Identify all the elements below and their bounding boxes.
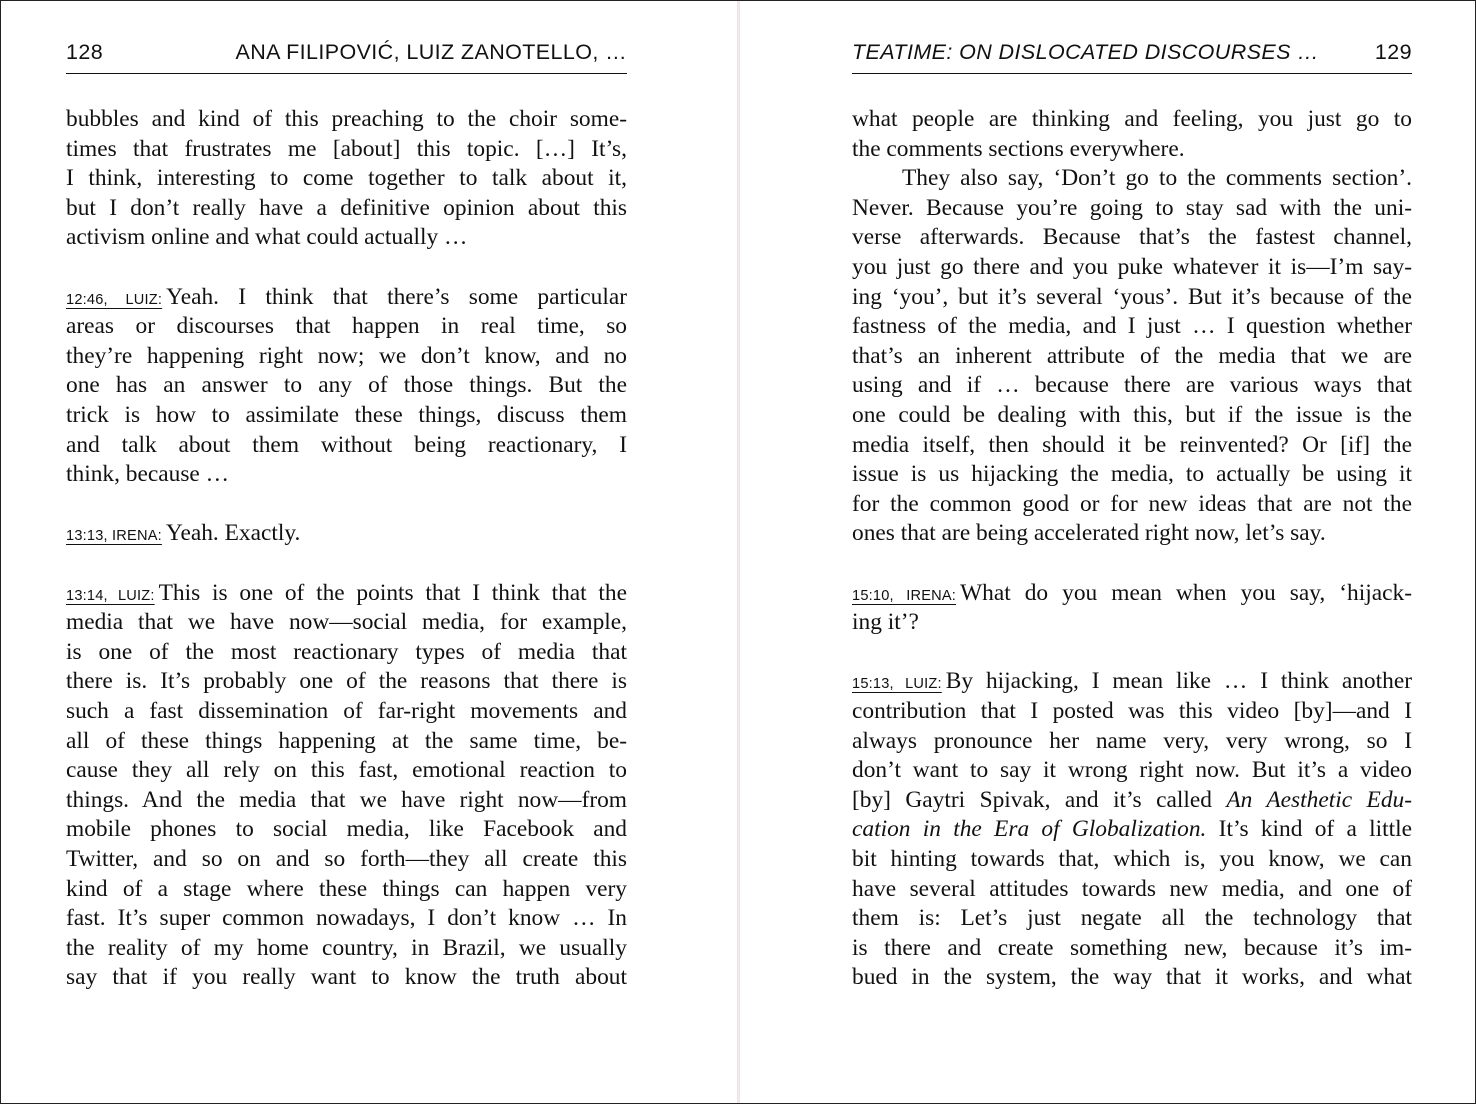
text-line bbox=[66, 904, 627, 934]
text-line bbox=[66, 164, 627, 194]
line-text: is there and create something new, because it’s im- bbox=[852, 934, 1412, 961]
text-line bbox=[852, 786, 1412, 816]
line-text: areas or discourses that happen in real time, so bbox=[66, 313, 627, 340]
line-text: what people are thinking and feeling, you just go to bbox=[852, 106, 1412, 132]
speaker-timestamp-label: 15:13, LUIZ: bbox=[852, 676, 942, 693]
text-line bbox=[66, 638, 627, 668]
line-text: verse afterwards. Because that’s the fastest channel, bbox=[852, 224, 1412, 251]
text-line bbox=[66, 667, 627, 697]
line-text: you just go there and you puke whatever it is—I’m say- bbox=[852, 254, 1412, 280]
running-head: ANA FILIPOVIĆ, LUIZ ZANOTELLO, … bbox=[235, 40, 627, 64]
text-line bbox=[852, 934, 1412, 964]
text-line bbox=[66, 431, 627, 461]
line-text: fastness of the media, and I just … I question whether bbox=[852, 313, 1412, 340]
italic-title-text: cation in the Era of Globalization. bbox=[852, 816, 1207, 843]
text-line bbox=[66, 963, 627, 993]
text-line bbox=[852, 431, 1412, 461]
dialogue-turn-line bbox=[66, 519, 627, 549]
line-text: ones that are being accelerated right now, let’s say. bbox=[852, 520, 1326, 547]
text-line bbox=[66, 135, 627, 165]
text-line bbox=[852, 105, 1412, 135]
line-text: always pronounce her name very, very wrong, so I bbox=[852, 727, 1412, 754]
text-line bbox=[852, 135, 1412, 165]
line-text: contribution that I posted was this video [by]—and I bbox=[852, 698, 1412, 724]
text-line bbox=[852, 460, 1412, 490]
text-line bbox=[66, 786, 627, 816]
line-text: Twitter, and so on and so forth—they all create this bbox=[66, 846, 627, 872]
line-text: one has an answer to any of those things. But the bbox=[66, 372, 627, 399]
text-line bbox=[66, 815, 627, 845]
text-line bbox=[852, 608, 1412, 638]
right-running-header bbox=[852, 37, 1412, 74]
line-text: By hijacking, I mean like … I think another bbox=[945, 668, 1412, 695]
page-number: 129 bbox=[1374, 40, 1412, 64]
line-text: kind of a stage where these things can happen very bbox=[66, 875, 627, 902]
text-line bbox=[852, 342, 1412, 372]
text-line bbox=[66, 727, 627, 757]
line-text: but I don’t really have a definitive opinion about this bbox=[66, 194, 627, 221]
line-text: things. And the media that we have right now—from bbox=[66, 786, 627, 813]
text-line bbox=[852, 401, 1412, 431]
text-line bbox=[852, 371, 1412, 401]
book-gutter bbox=[737, 1, 740, 1103]
line-text: they’re happening right now; we don’t know, and no bbox=[66, 342, 627, 369]
text-line bbox=[66, 312, 627, 342]
text-line bbox=[852, 756, 1412, 786]
line-text: Yeah. I think that there’s some particular bbox=[166, 283, 627, 310]
text-line bbox=[66, 401, 627, 431]
line-text: is one of the most reactionary types of media that bbox=[66, 638, 627, 665]
line-text: What do you mean when you say, ‘hijack- bbox=[960, 579, 1412, 606]
text-line bbox=[852, 164, 1412, 194]
line-text: using and if … because there are various ways that bbox=[852, 372, 1412, 399]
line-text: media itself, then should it be reinvented? Or [if] the bbox=[852, 431, 1412, 458]
speaker-timestamp-label: 12:46, LUIZ: bbox=[66, 291, 163, 308]
text-line bbox=[66, 460, 627, 490]
page-number: 128 bbox=[66, 40, 104, 64]
dialogue-turn-line bbox=[852, 579, 1412, 609]
left-page bbox=[66, 1, 627, 1103]
line-text: say that if you really want to know the truth about bbox=[66, 964, 627, 991]
line-text: mobile phones to social media, like Facebook and bbox=[66, 816, 627, 843]
line-text: one could be dealing with this, but if the issue is the bbox=[852, 402, 1412, 428]
line-text: think, because … bbox=[66, 461, 230, 488]
line-text: that’s an inherent attribute of the media that we are bbox=[852, 342, 1412, 369]
text-line bbox=[852, 904, 1412, 934]
text-line bbox=[852, 727, 1412, 757]
line-text: Never. Because you’re going to stay sad with the uni- bbox=[852, 194, 1412, 221]
line-text: bit hinting towards that, which is, you know, we can bbox=[852, 846, 1412, 872]
line-text: bued in the system, the way that it works, and what bbox=[852, 964, 1412, 991]
line-text: media that we have now—social media, for example, bbox=[66, 609, 627, 636]
line-text: all of these things happening at the same time, be- bbox=[66, 727, 627, 754]
text-line bbox=[66, 934, 627, 964]
line-text: ing it’? bbox=[852, 609, 919, 636]
text-line bbox=[66, 342, 627, 372]
text-line bbox=[852, 815, 1412, 845]
left-running-header bbox=[66, 37, 627, 74]
line-text: don’t want to say it wrong right now. But it’s a video bbox=[852, 757, 1412, 784]
text-line bbox=[66, 371, 627, 401]
dialogue-turn-line bbox=[66, 283, 627, 313]
speaker-timestamp-label: 13:13, IRENA: bbox=[66, 528, 162, 545]
text-line bbox=[852, 963, 1412, 993]
text-line bbox=[852, 697, 1412, 727]
line-text: I think, interesting to come together to talk about it, bbox=[66, 165, 627, 192]
text-line bbox=[852, 490, 1412, 520]
line-text: the comments sections everywhere. bbox=[852, 135, 1185, 162]
line-text: the reality of my home country, in Brazil, we usually bbox=[66, 934, 627, 961]
line-text: and talk about them without being reactionary, I bbox=[66, 431, 627, 458]
text-line bbox=[66, 845, 627, 875]
running-head: TEATIME: ON DISLOCATED DISCOURSES … bbox=[852, 40, 1320, 64]
line-text: bubbles and kind of this preaching to the choir some- bbox=[66, 106, 627, 132]
line-text: [by] Gaytri Spivak, and it’s called bbox=[852, 786, 1227, 813]
dialogue-turn-line bbox=[66, 579, 627, 609]
line-text: issue is us hijacking the media, to actually be using it bbox=[852, 461, 1412, 488]
right-page bbox=[852, 1, 1412, 1103]
line-text: They also say, ‘Don’t go to the comments section’. bbox=[902, 165, 1412, 192]
text-line bbox=[852, 845, 1412, 875]
line-text: have several attitudes towards new media, and one of bbox=[852, 875, 1412, 902]
dialogue-turn-line bbox=[852, 667, 1412, 697]
text-line bbox=[66, 697, 627, 727]
text-line bbox=[66, 756, 627, 786]
text-line bbox=[66, 875, 627, 905]
text-line bbox=[66, 608, 627, 638]
line-text: cause they all rely on this fast, emotional reaction to bbox=[66, 757, 627, 784]
line-text: such a fast dissemination of far-right movements and bbox=[66, 698, 627, 724]
line-text: It’s kind of a little bbox=[1206, 816, 1412, 843]
text-line bbox=[66, 223, 627, 253]
text-line bbox=[852, 519, 1412, 549]
line-text: This is one of the points that I think that the bbox=[158, 579, 627, 606]
line-text: fast. It’s super common nowadays, I don’t know … In bbox=[66, 905, 627, 932]
line-text: trick is how to assimilate these things, discuss them bbox=[66, 402, 627, 428]
line-text: times that frustrates me [about] this topic. […] It’s, bbox=[66, 135, 627, 162]
line-text: there is. It’s probably one of the reasons that there is bbox=[66, 668, 627, 695]
line-text: ing ‘you’, but it’s several ‘yous’. But it’s because of the bbox=[852, 283, 1412, 310]
text-line bbox=[852, 253, 1412, 283]
text-line bbox=[852, 223, 1412, 253]
text-line bbox=[852, 312, 1412, 342]
speaker-timestamp-label: 15:10, IRENA: bbox=[852, 587, 957, 604]
text-line bbox=[66, 105, 627, 135]
text-line bbox=[852, 875, 1412, 905]
line-text: them is: Let’s just negate all the technology that bbox=[852, 905, 1412, 932]
italic-title-text: An Aesthetic Edu- bbox=[1226, 786, 1413, 813]
text-line bbox=[66, 194, 627, 224]
speaker-timestamp-label: 13:14, LUIZ: bbox=[66, 587, 155, 604]
text-line bbox=[852, 194, 1412, 224]
line-text: Yeah. Exactly. bbox=[165, 520, 301, 547]
line-text: for the common good or for new ideas that are not the bbox=[852, 490, 1412, 517]
line-text: activism online and what could actually … bbox=[66, 224, 468, 251]
text-line bbox=[852, 283, 1412, 313]
